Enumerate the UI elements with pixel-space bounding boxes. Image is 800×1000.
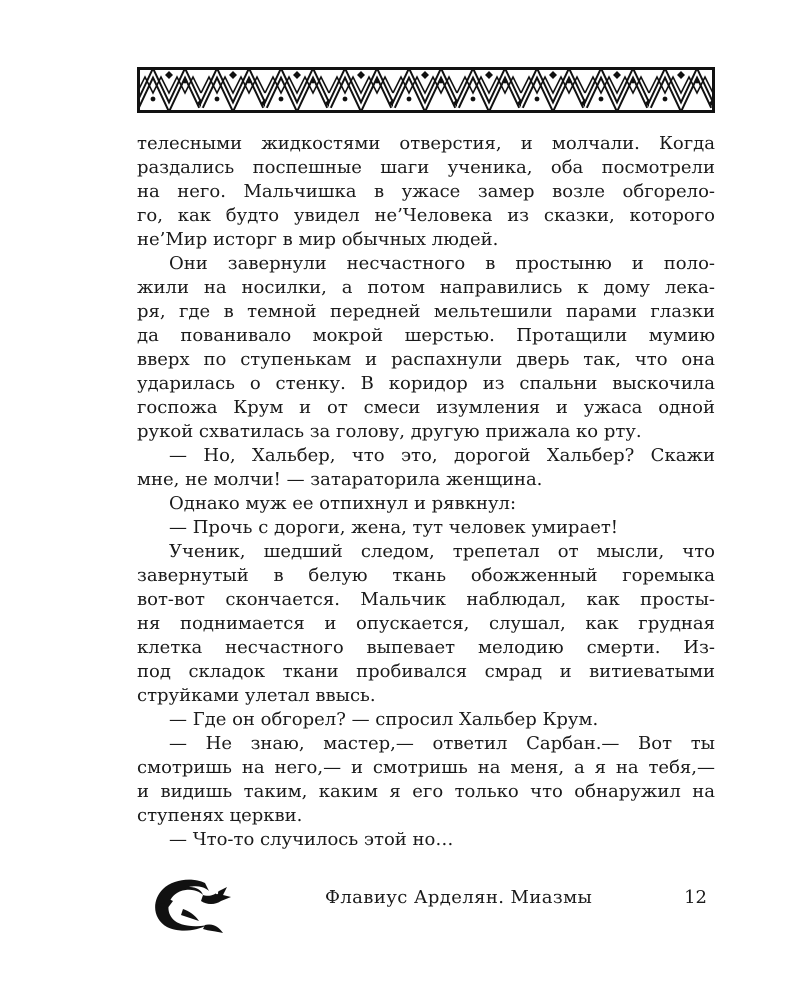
text-line: — Прочь с дороги, жена, тут человек умирает! [169, 517, 619, 538]
text-line: смотришь на него,— и смотришь на меня, а я на тебя,— [137, 757, 715, 778]
text-line: на него. Мальчишка в ужасе замер возле обгорело- [137, 181, 715, 202]
text-line: Однако муж ее отпихнул и рявкнул: [169, 493, 517, 514]
book-title: Флавиус Арделян. Миазмы [325, 887, 593, 908]
text-line: струйками улетал ввысь. [137, 685, 376, 706]
page-number: 12 [684, 887, 707, 908]
text-line: ступенях церкви. [137, 805, 303, 826]
text-line: раздались поспешные шаги ученика, оба посмотрели [137, 157, 715, 178]
text-line: телесными жидкостями отверстия, и молчали. Когда [137, 133, 715, 154]
text-line: — Что-то случилось этой но… [169, 829, 454, 850]
text-line: ня поднимается и опускается, слушал, как грудная [137, 613, 715, 634]
text-line: вот-вот скончается. Мальчик наблюдал, как просты- [137, 589, 715, 610]
text-line: Они завернули несчастного в простыню и поло- [169, 253, 715, 274]
book-text [137, 132, 715, 852]
text-line: да пованивало мокрой шерстью. Протащили мумию [137, 325, 715, 346]
text-line: жили на носилки, а потом направились к дому лека- [137, 277, 715, 298]
text-line: — Но, Хальбер, что это, дорогой Хальбер? Скажи [169, 445, 715, 466]
text-line: госпожа Крум и от смеси изумления и ужаса одной [137, 397, 715, 418]
ornament-border-icon [137, 67, 715, 113]
text-line: ря, где в темной передней мельтешили парами глазки [137, 301, 715, 322]
text-line: — Не знаю, мастер,— ответил Сарбан.— Вот ты [169, 733, 715, 754]
text-line: Ученик, шедший следом, трепетал от мысли, что [169, 541, 715, 562]
text-line: завернутый в белую ткань обожженный горемыка [137, 565, 715, 586]
page-footer [137, 875, 715, 935]
text-line: не’Мир исторг в мир обычных людей. [137, 229, 499, 250]
text-line: мне, не молчи! — затараторила женщина. [137, 469, 543, 490]
text-line: под складок ткани пробивался смрад и витиеватыми [137, 661, 715, 682]
text-line: и видишь таким, каким я его только что обнаружил на [137, 781, 715, 802]
dragon-icon [143, 875, 233, 935]
text-line: рукой схватилась за голову, другую прижала ко рту. [137, 421, 642, 442]
text-line: клетка несчастного выпевает мелодию смерти. Из- [137, 637, 715, 658]
text-line: — Где он обгорел? — спросил Хальбер Крум. [169, 709, 599, 730]
text-line: го, как будто увидел не’Человека из сказки, которого [137, 205, 715, 226]
text-line: ударилась о стенку. В коридор из спальни выскочила [137, 373, 715, 394]
text-line: вверх по ступенькам и распахнули дверь так, что она [137, 349, 715, 370]
